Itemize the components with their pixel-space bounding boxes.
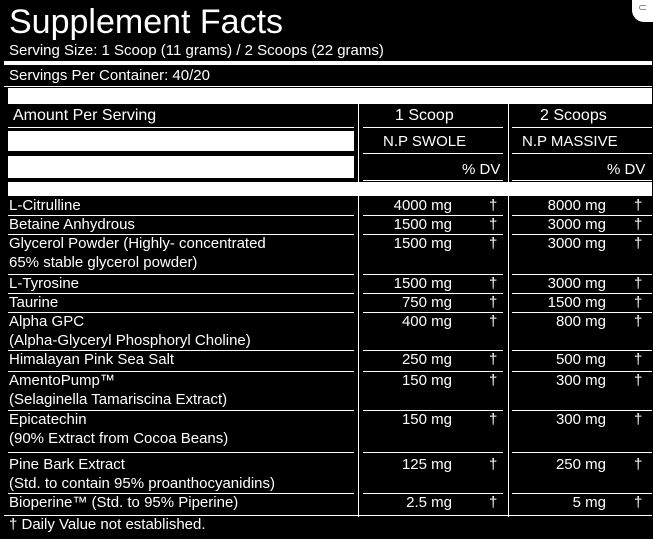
col1-amount: 1500 mg bbox=[393, 235, 452, 252]
col2-dagger: † bbox=[634, 456, 643, 473]
ingredient-name: Alpha GPC bbox=[9, 313, 85, 330]
col1-dagger: † bbox=[489, 372, 498, 389]
col1-dv: % DV bbox=[462, 161, 501, 178]
col2-amount: 1500 mg bbox=[547, 294, 606, 311]
divider bbox=[512, 180, 652, 181]
footnote: † Daily Value not established. bbox=[9, 516, 206, 533]
col1-amount: 250 mg bbox=[401, 351, 452, 368]
col2-dagger: † bbox=[634, 351, 643, 368]
col1-amount: 1500 mg bbox=[393, 275, 452, 292]
ingredient-name: L-Citrulline bbox=[9, 197, 81, 214]
white-band bbox=[8, 131, 354, 151]
col1-dagger: † bbox=[489, 411, 498, 428]
row-divider bbox=[363, 452, 503, 453]
column-separator bbox=[508, 104, 509, 517]
ingredient-name: Glycerol Powder (Highly- concentrated bbox=[9, 235, 266, 252]
col1-amount: 750 mg bbox=[401, 294, 452, 311]
col2-amount: 3000 mg bbox=[547, 275, 606, 292]
col1-header: 1 Scoop bbox=[395, 107, 454, 124]
col1-amount: 4000 mg bbox=[393, 197, 452, 214]
ingredient-subtitle: 65% stable glycerol powder) bbox=[9, 254, 198, 271]
column-separator bbox=[358, 104, 359, 517]
col1-amount: 1500 mg bbox=[393, 216, 452, 233]
white-band bbox=[8, 88, 652, 104]
ingredient-name: Bioperine™ (Std. to 95% Piperine) bbox=[9, 494, 239, 511]
ingredient-name: Pine Bark Extract bbox=[9, 456, 125, 473]
ingredient-name: Epicatechin bbox=[9, 411, 87, 428]
divider bbox=[363, 127, 503, 128]
col2-dagger: † bbox=[634, 216, 643, 233]
col2-dagger: † bbox=[634, 494, 643, 511]
col1-dagger: † bbox=[489, 235, 498, 252]
col1-dagger: † bbox=[489, 275, 498, 292]
ingredient-subtitle: (Selaginella Tamariscina Extract) bbox=[9, 391, 228, 408]
divider bbox=[4, 61, 652, 65]
ingredient-subtitle: (90% Extract from Cocoa Beans) bbox=[9, 430, 229, 447]
col1-dagger: † bbox=[489, 494, 498, 511]
row-divider bbox=[8, 293, 354, 294]
col1-dagger: † bbox=[489, 216, 498, 233]
ingredient-subtitle: (Alpha-Glyceryl Phosphoryl Choline) bbox=[9, 332, 251, 349]
col2-amount: 800 mg bbox=[555, 313, 606, 330]
ingredient-name: L-Tyrosine bbox=[9, 275, 80, 292]
col2-dagger: † bbox=[634, 197, 643, 214]
amount-per-serving-label: Amount Per Serving bbox=[13, 107, 157, 124]
col1-amount: 150 mg bbox=[401, 372, 452, 389]
divider bbox=[363, 153, 503, 154]
divider bbox=[363, 180, 503, 181]
col2-dagger: † bbox=[634, 313, 643, 330]
col1-dagger: † bbox=[489, 197, 498, 214]
col1-amount: 125 mg bbox=[401, 456, 452, 473]
col2-dagger: † bbox=[634, 275, 643, 292]
white-band bbox=[8, 156, 354, 178]
servings-per-container: Servings Per Container: 40/20 bbox=[9, 67, 210, 84]
col2-amount: 500 mg bbox=[555, 351, 606, 368]
ingredient-name: Himalayan Pink Sea Salt bbox=[9, 351, 175, 368]
ingredient-name: Betaine Anhydrous bbox=[9, 216, 135, 233]
extension-icon[interactable]: ⊂ bbox=[632, 0, 653, 22]
page-title: Supplement Facts bbox=[9, 3, 284, 41]
divider bbox=[512, 127, 652, 128]
divider bbox=[8, 127, 354, 128]
col1-product: N.P SWOLE bbox=[383, 133, 467, 150]
divider bbox=[512, 153, 652, 154]
col2-dagger: † bbox=[634, 235, 643, 252]
col1-amount: 150 mg bbox=[401, 411, 452, 428]
col2-dagger: † bbox=[634, 294, 643, 311]
col2-dagger: † bbox=[634, 411, 643, 428]
col1-dagger: † bbox=[489, 313, 498, 330]
col2-amount: 5 mg bbox=[572, 494, 606, 511]
serving-size: Serving Size: 1 Scoop (11 grams) / 2 Scoops (22 grams) bbox=[9, 42, 384, 59]
col2-dv: % DV bbox=[607, 161, 646, 178]
col1-dagger: † bbox=[489, 351, 498, 368]
col2-amount: 250 mg bbox=[555, 456, 606, 473]
col1-amount: 400 mg bbox=[401, 313, 452, 330]
col1-dagger: † bbox=[489, 294, 498, 311]
col2-dagger: † bbox=[634, 372, 643, 389]
white-band bbox=[8, 182, 652, 196]
col2-amount: 8000 mg bbox=[547, 197, 606, 214]
col1-amount: 2.5 mg bbox=[406, 494, 452, 511]
row-divider bbox=[512, 452, 652, 453]
ingredient-subtitle: (Std. to contain 95% proanthocyanidins) bbox=[9, 475, 275, 492]
row-divider bbox=[8, 452, 354, 453]
col2-header: 2 Scoops bbox=[540, 107, 607, 124]
col1-dagger: † bbox=[489, 456, 498, 473]
col2-amount: 300 mg bbox=[555, 411, 606, 428]
ingredient-name: Taurine bbox=[9, 294, 59, 311]
col2-amount: 3000 mg bbox=[547, 216, 606, 233]
ingredient-name: AmentoPump™ bbox=[9, 372, 115, 389]
col2-amount: 300 mg bbox=[555, 372, 606, 389]
col2-product: N.P MASSIVE bbox=[522, 133, 618, 150]
col2-amount: 3000 mg bbox=[547, 235, 606, 252]
divider bbox=[4, 86, 652, 87]
